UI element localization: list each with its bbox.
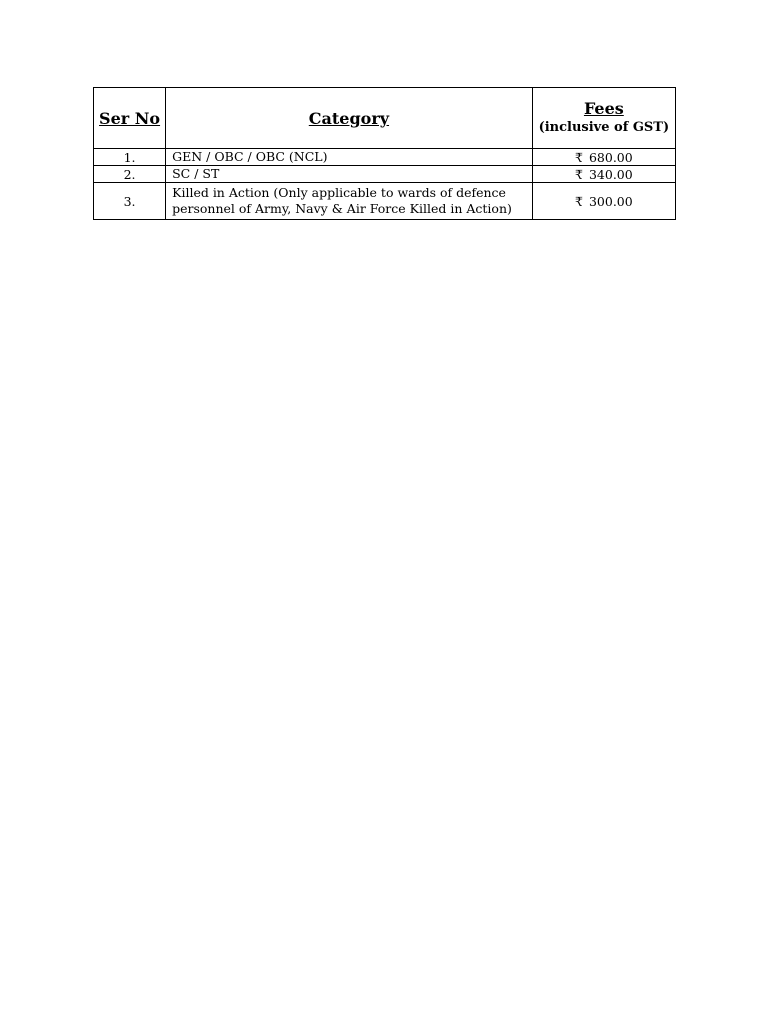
row-ser-no: 3. bbox=[94, 183, 166, 220]
table-row bbox=[94, 149, 676, 166]
rupee-icon: ₹ bbox=[575, 166, 583, 182]
row-category: Killed in Action (Only applicable to wards of defence personnel of Army, Navy & Air Force Killed in Action) bbox=[166, 183, 533, 220]
row-fee: 680.00 bbox=[588, 149, 633, 165]
table-header-row bbox=[94, 88, 676, 149]
row-fee-cell bbox=[532, 166, 675, 183]
header-fees-note: (inclusive of GST) bbox=[538, 120, 670, 135]
header-fees-cell bbox=[532, 88, 675, 149]
row-category: SC / ST bbox=[166, 166, 533, 183]
header-category: Category bbox=[166, 88, 533, 149]
row-fee: 300.00 bbox=[588, 193, 633, 209]
row-fee-cell bbox=[532, 149, 675, 166]
header-fees: Fees bbox=[583, 99, 624, 118]
row-ser-no: 1. bbox=[94, 149, 166, 166]
row-category: GEN / OBC / OBC (NCL) bbox=[166, 149, 533, 166]
row-fee: 340.00 bbox=[588, 166, 633, 182]
table-row bbox=[94, 183, 676, 220]
rupee-icon: ₹ bbox=[575, 193, 583, 209]
row-fee-cell bbox=[532, 183, 675, 220]
rupee-icon: ₹ bbox=[575, 149, 583, 165]
fee-table bbox=[93, 87, 676, 220]
header-ser-no: Ser No bbox=[94, 88, 166, 149]
row-ser-no: 2. bbox=[94, 166, 166, 183]
table-row bbox=[94, 166, 676, 183]
